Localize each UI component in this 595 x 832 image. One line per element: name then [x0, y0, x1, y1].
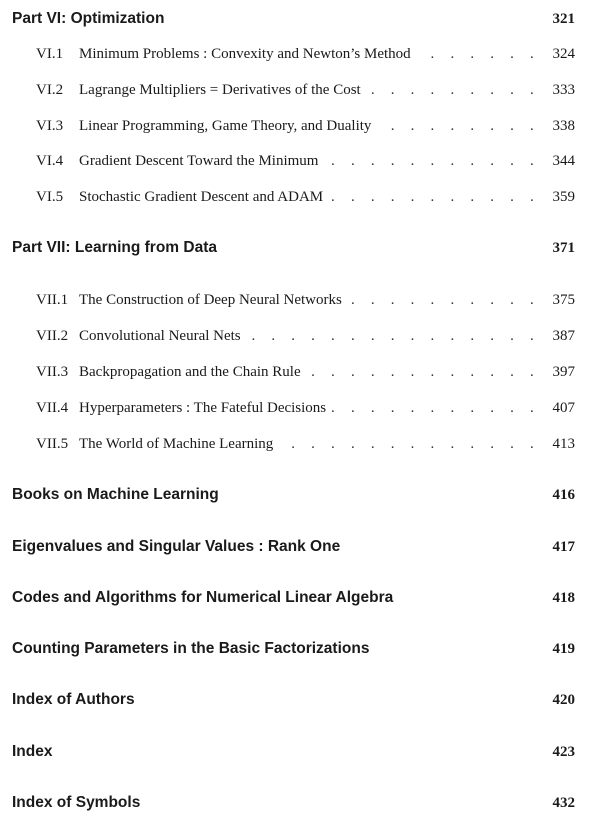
- section-line: [79, 46, 540, 63]
- section-line: [79, 189, 540, 206]
- section-line: [79, 118, 540, 135]
- section-line: [79, 292, 540, 309]
- part-title: Part VII: Learning from Data: [12, 239, 217, 256]
- entry-title: Index of Authors: [12, 691, 135, 708]
- section-number: VI.2: [36, 81, 64, 98]
- section-number: VII.5: [36, 435, 69, 452]
- toc-back-matter-entry[interactable]: [0, 535, 595, 559]
- page-number: 407: [552, 399, 575, 416]
- page-number: 344: [552, 152, 575, 169]
- section-number: VI.1: [36, 45, 64, 62]
- section-number: VII.4: [36, 399, 69, 416]
- page-number: 359: [552, 188, 575, 205]
- page-number: 321: [552, 10, 575, 27]
- dot-leader: [377, 118, 540, 135]
- section-title: Hyperparameters : The Fateful Decisions: [79, 400, 332, 417]
- section-number: VII.1: [36, 291, 69, 308]
- dot-leader: [324, 153, 540, 170]
- page-number: 413: [552, 435, 575, 452]
- toc-section-entry[interactable]: [0, 396, 595, 420]
- toc-back-matter-entry[interactable]: [0, 637, 595, 661]
- entry-title: Index: [12, 743, 53, 760]
- toc-back-matter-entry[interactable]: [0, 586, 595, 610]
- toc-back-matter-entry[interactable]: [0, 688, 595, 712]
- page-number: 416: [552, 486, 575, 503]
- section-number: VI.4: [36, 152, 64, 169]
- dot-leader: [307, 364, 540, 381]
- entry-title: Eigenvalues and Singular Values : Rank One: [12, 538, 341, 555]
- toc-back-matter-entry[interactable]: [0, 740, 595, 764]
- toc-section-entry[interactable]: [0, 78, 595, 102]
- section-title: Minimum Problems : Convexity and Newton’s Method: [79, 46, 417, 63]
- page-number: 387: [552, 327, 575, 344]
- section-line: [79, 364, 540, 381]
- page-number: 432: [552, 794, 575, 811]
- section-number: VI.5: [36, 188, 64, 205]
- section-title: Backpropagation and the Chain Rule: [79, 364, 307, 381]
- page-number: 417: [552, 538, 575, 555]
- page-number: 375: [552, 291, 575, 308]
- entry-title: Index of Symbols: [12, 794, 141, 811]
- dot-leader: [417, 46, 540, 63]
- section-number: VII.3: [36, 363, 69, 380]
- toc-part-heading[interactable]: [0, 236, 595, 260]
- section-line: [79, 82, 540, 99]
- toc-section-entry[interactable]: [0, 288, 595, 312]
- toc-section-entry[interactable]: [0, 432, 595, 456]
- page-number: 423: [552, 743, 575, 760]
- entry-title: Books on Machine Learning: [12, 486, 219, 503]
- toc-part-heading[interactable]: [0, 7, 595, 31]
- page-number: 420: [552, 691, 575, 708]
- toc-section-entry[interactable]: [0, 185, 595, 209]
- section-title: Gradient Descent Toward the Minimum: [79, 153, 324, 170]
- section-line: [79, 328, 540, 345]
- entry-title: Counting Parameters in the Basic Factorizations: [12, 640, 370, 657]
- dot-leader: [247, 328, 540, 345]
- dot-leader: [332, 400, 540, 417]
- toc-back-matter-entry[interactable]: [0, 483, 595, 507]
- page-number: 333: [552, 81, 575, 98]
- section-title: Linear Programming, Game Theory, and Duality: [79, 118, 377, 135]
- dot-leader: [329, 189, 540, 206]
- page-number: 418: [552, 589, 575, 606]
- section-title: The World of Machine Learning: [79, 436, 279, 453]
- dot-leader: [367, 82, 540, 99]
- toc-section-entry[interactable]: [0, 324, 595, 348]
- page-number: 338: [552, 117, 575, 134]
- dot-leader: [279, 436, 540, 453]
- section-title: Convolutional Neural Nets: [79, 328, 247, 345]
- part-title: Part VI: Optimization: [12, 10, 165, 27]
- page-number: 371: [552, 239, 575, 256]
- page-number: 397: [552, 363, 575, 380]
- section-line: [79, 400, 540, 417]
- page-number: 324: [552, 45, 575, 62]
- section-title: The Construction of Deep Neural Networks: [79, 292, 348, 309]
- section-title: Lagrange Multipliers = Derivatives of the Cost: [79, 82, 367, 99]
- section-line: [79, 436, 540, 453]
- entry-title: Codes and Algorithms for Numerical Linear Algebra: [12, 589, 394, 606]
- toc-back-matter-entry[interactable]: [0, 791, 595, 815]
- page-number: 419: [552, 640, 575, 657]
- toc-section-entry[interactable]: [0, 42, 595, 66]
- dot-leader: [348, 292, 540, 309]
- toc-section-entry[interactable]: [0, 360, 595, 384]
- section-number: VII.2: [36, 327, 69, 344]
- toc-section-entry[interactable]: [0, 149, 595, 173]
- section-line: [79, 153, 540, 170]
- section-title: Stochastic Gradient Descent and ADAM: [79, 189, 329, 206]
- section-number: VI.3: [36, 117, 64, 134]
- toc-section-entry[interactable]: [0, 114, 595, 138]
